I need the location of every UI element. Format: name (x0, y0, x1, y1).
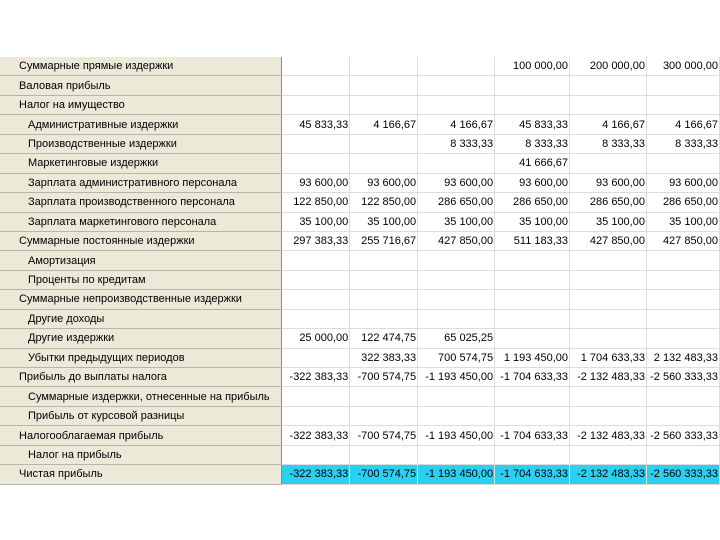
value-cell[interactable] (418, 406, 495, 425)
value-cell[interactable] (570, 76, 647, 95)
value-cell[interactable] (282, 290, 350, 309)
value-cell[interactable]: 427 850,00 (570, 231, 647, 250)
value-cell[interactable] (570, 445, 647, 464)
value-cell[interactable] (570, 251, 647, 270)
row-label[interactable]: Маркетинговые издержки (0, 154, 282, 173)
value-cell[interactable] (418, 154, 495, 173)
value-cell[interactable] (350, 270, 418, 289)
table-row (0, 368, 720, 387)
value-cell[interactable]: 4 166,67 (418, 115, 495, 134)
value-cell[interactable]: 8 333,33 (570, 134, 647, 153)
table-row (0, 57, 720, 76)
table-row (0, 329, 720, 348)
value-cell[interactable]: -1 704 633,33 (495, 426, 570, 445)
value-cell[interactable] (350, 309, 418, 328)
row-label[interactable]: Суммарные непроизводственные издержки (0, 290, 282, 309)
value-cell[interactable] (495, 251, 570, 270)
value-cell[interactable] (418, 270, 495, 289)
table-row (0, 445, 720, 464)
value-cell[interactable] (282, 348, 350, 367)
value-cell[interactable]: 65 025,25 (418, 329, 495, 348)
value-cell[interactable] (570, 290, 647, 309)
value-cell[interactable]: 122 850,00 (282, 193, 350, 212)
row-label[interactable]: Другие издержки (0, 329, 282, 348)
value-cell[interactable]: 427 850,00 (418, 231, 495, 250)
value-cell[interactable]: 93 600,00 (495, 173, 570, 192)
value-cell[interactable] (350, 95, 418, 114)
value-cell[interactable]: 122 474,75 (350, 329, 418, 348)
row-label[interactable]: Производственные издержки (0, 134, 282, 153)
value-cell[interactable]: 286 650,00 (570, 193, 647, 212)
value-cell[interactable]: 8 333,33 (646, 134, 719, 153)
row-label[interactable]: Административные издержки (0, 115, 282, 134)
value-cell[interactable]: -2 560 333,33 (646, 426, 719, 445)
row-label[interactable]: Чистая прибыль (0, 465, 282, 484)
value-cell[interactable] (495, 76, 570, 95)
row-label[interactable]: Налогооблагаемая прибыль (0, 426, 282, 445)
value-cell[interactable]: 122 850,00 (350, 193, 418, 212)
table-row (0, 231, 720, 250)
value-cell[interactable] (282, 76, 350, 95)
value-cell[interactable]: 93 600,00 (350, 173, 418, 192)
value-cell[interactable] (350, 406, 418, 425)
value-cell[interactable]: -1 704 633,33 (495, 368, 570, 387)
value-cell[interactable]: 700 574,75 (418, 348, 495, 367)
value-cell[interactable]: -700 574,75 (350, 465, 418, 484)
value-cell[interactable] (350, 57, 418, 76)
value-cell[interactable]: 100 000,00 (495, 57, 570, 76)
value-cell[interactable]: 1 193 450,00 (495, 348, 570, 367)
value-cell[interactable] (418, 387, 495, 406)
table-row (0, 76, 720, 95)
value-cell[interactable] (646, 329, 719, 348)
value-cell[interactable] (646, 251, 719, 270)
row-label[interactable]: Зарплата административного персонала (0, 173, 282, 192)
value-cell[interactable] (495, 309, 570, 328)
value-cell[interactable]: 93 600,00 (418, 173, 495, 192)
value-cell[interactable] (570, 387, 647, 406)
value-cell[interactable]: 93 600,00 (282, 173, 350, 192)
profit-loss-table (0, 57, 720, 485)
value-cell[interactable] (646, 309, 719, 328)
value-cell[interactable]: 8 333,33 (495, 134, 570, 153)
table-row (0, 173, 720, 192)
value-cell[interactable]: 427 850,00 (646, 231, 719, 250)
value-cell[interactable]: -2 132 483,33 (570, 465, 647, 484)
value-cell[interactable] (495, 387, 570, 406)
value-cell[interactable] (646, 76, 719, 95)
value-cell[interactable]: -2 560 333,33 (646, 368, 719, 387)
value-cell[interactable] (282, 57, 350, 76)
value-cell[interactable] (418, 309, 495, 328)
value-cell[interactable] (282, 154, 350, 173)
value-cell[interactable] (282, 406, 350, 425)
value-cell[interactable] (646, 270, 719, 289)
value-cell[interactable] (418, 95, 495, 114)
table-row (0, 95, 720, 114)
value-cell[interactable] (495, 270, 570, 289)
value-cell[interactable] (282, 95, 350, 114)
value-cell[interactable] (570, 329, 647, 348)
row-label[interactable]: Прибыль до выплаты налога (0, 368, 282, 387)
value-cell[interactable] (495, 290, 570, 309)
table-row (0, 406, 720, 425)
value-cell[interactable]: -700 574,75 (350, 368, 418, 387)
table-body (0, 57, 720, 484)
value-cell[interactable]: 4 166,67 (350, 115, 418, 134)
row-label[interactable]: Зарплата маркетингового персонала (0, 212, 282, 231)
table-row (0, 465, 720, 484)
row-label[interactable]: Налог на прибыль (0, 445, 282, 464)
value-cell[interactable] (646, 290, 719, 309)
value-cell[interactable] (350, 134, 418, 153)
value-cell[interactable] (418, 251, 495, 270)
value-cell[interactable]: -2 132 483,33 (570, 426, 647, 445)
value-cell[interactable]: 35 100,00 (646, 212, 719, 231)
value-cell[interactable]: 45 833,33 (282, 115, 350, 134)
value-cell[interactable] (282, 270, 350, 289)
value-cell[interactable] (418, 445, 495, 464)
value-cell[interactable] (350, 290, 418, 309)
value-cell[interactable]: 41 666,67 (495, 154, 570, 173)
row-label[interactable]: Проценты по кредитам (0, 270, 282, 289)
value-cell[interactable]: 93 600,00 (646, 173, 719, 192)
table-row (0, 309, 720, 328)
value-cell[interactable]: -322 383,33 (282, 426, 350, 445)
value-cell[interactable] (418, 76, 495, 95)
value-cell[interactable]: 300 000,00 (646, 57, 719, 76)
value-cell[interactable]: 35 100,00 (570, 212, 647, 231)
value-cell[interactable]: -1 704 633,33 (495, 465, 570, 484)
value-cell[interactable] (495, 406, 570, 425)
value-cell[interactable]: -322 383,33 (282, 465, 350, 484)
table-row (0, 387, 720, 406)
row-label[interactable]: Налог на имущество (0, 95, 282, 114)
value-cell[interactable]: 35 100,00 (282, 212, 350, 231)
value-cell[interactable]: -1 193 450,00 (418, 368, 495, 387)
row-label[interactable]: Валовая прибыль (0, 76, 282, 95)
value-cell[interactable] (282, 309, 350, 328)
value-cell[interactable]: 35 100,00 (350, 212, 418, 231)
value-cell[interactable]: 93 600,00 (570, 173, 647, 192)
value-cell[interactable]: 45 833,33 (495, 115, 570, 134)
value-cell[interactable] (418, 290, 495, 309)
value-cell[interactable] (646, 406, 719, 425)
value-cell[interactable] (495, 329, 570, 348)
value-cell[interactable]: 511 183,33 (495, 231, 570, 250)
value-cell[interactable]: 8 333,33 (418, 134, 495, 153)
value-cell[interactable] (495, 95, 570, 114)
row-label[interactable]: Другие доходы (0, 309, 282, 328)
table-row (0, 251, 720, 270)
value-cell[interactable] (646, 445, 719, 464)
value-cell[interactable]: -700 574,75 (350, 426, 418, 445)
value-cell[interactable]: -322 383,33 (282, 368, 350, 387)
value-cell[interactable]: 2 132 483,33 (646, 348, 719, 367)
value-cell[interactable]: 35 100,00 (418, 212, 495, 231)
value-cell[interactable]: -2 560 333,33 (646, 465, 719, 484)
value-cell[interactable]: 4 166,67 (570, 115, 647, 134)
value-cell[interactable] (646, 154, 719, 173)
value-cell[interactable] (350, 387, 418, 406)
value-cell[interactable]: 286 650,00 (418, 193, 495, 212)
value-cell[interactable]: 25 000,00 (282, 329, 350, 348)
row-label[interactable]: Прибыль от курсовой разницы (0, 406, 282, 425)
row-label[interactable]: Зарплата производственного персонала (0, 193, 282, 212)
value-cell[interactable]: -1 193 450,00 (418, 426, 495, 445)
value-cell[interactable]: 4 166,67 (646, 115, 719, 134)
value-cell[interactable] (282, 387, 350, 406)
table-row (0, 348, 720, 367)
value-cell[interactable]: 297 383,33 (282, 231, 350, 250)
value-cell[interactable] (282, 251, 350, 270)
value-cell[interactable] (350, 154, 418, 173)
row-label[interactable]: Убытки предыдущих периодов (0, 348, 282, 367)
value-cell[interactable]: -1 193 450,00 (418, 465, 495, 484)
table-row (0, 290, 720, 309)
value-cell[interactable] (570, 95, 647, 114)
value-cell[interactable] (570, 270, 647, 289)
row-label[interactable]: Суммарные прямые издержки (0, 57, 282, 76)
value-cell[interactable] (495, 445, 570, 464)
value-cell[interactable]: 286 650,00 (495, 193, 570, 212)
value-cell[interactable] (570, 406, 647, 425)
value-cell[interactable] (570, 154, 647, 173)
table-row (0, 270, 720, 289)
row-label[interactable]: Амортизация (0, 251, 282, 270)
value-cell[interactable] (646, 95, 719, 114)
value-cell[interactable]: 255 716,67 (350, 231, 418, 250)
value-cell[interactable] (350, 445, 418, 464)
value-cell[interactable]: 35 100,00 (495, 212, 570, 231)
table-row (0, 426, 720, 445)
table-row (0, 212, 720, 231)
table-row (0, 193, 720, 212)
value-cell[interactable]: 286 650,00 (646, 193, 719, 212)
table-row (0, 154, 720, 173)
value-cell[interactable]: 1 704 633,33 (570, 348, 647, 367)
value-cell[interactable] (282, 134, 350, 153)
table-row (0, 115, 720, 134)
row-label[interactable]: Суммарные издержки, отнесенные на прибыль (0, 387, 282, 406)
value-cell[interactable]: 200 000,00 (570, 57, 647, 76)
value-cell[interactable]: -2 132 483,33 (570, 368, 647, 387)
value-cell[interactable]: 322 383,33 (350, 348, 418, 367)
value-cell[interactable] (646, 387, 719, 406)
value-cell[interactable] (570, 309, 647, 328)
value-cell[interactable] (350, 251, 418, 270)
table-row (0, 134, 720, 153)
value-cell[interactable] (350, 76, 418, 95)
row-label[interactable]: Суммарные постоянные издержки (0, 231, 282, 250)
value-cell[interactable] (418, 57, 495, 76)
value-cell[interactable] (282, 445, 350, 464)
